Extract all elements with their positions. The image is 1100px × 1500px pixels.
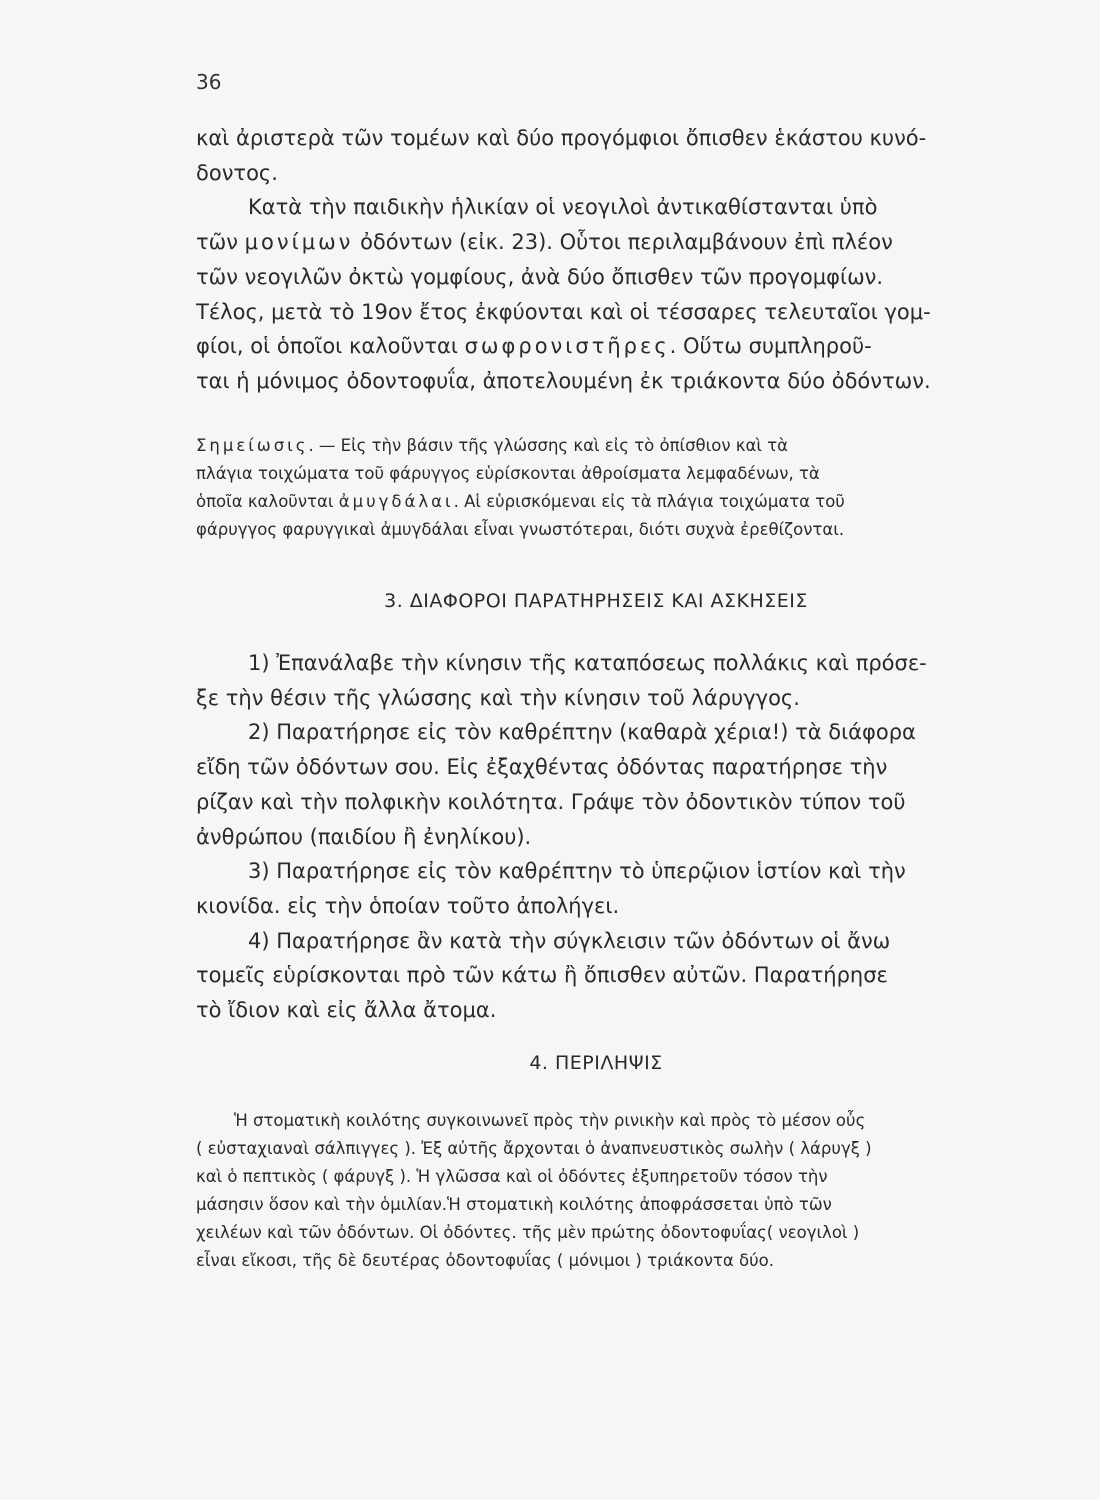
text-line: ρίζαν καὶ τὴν πολφικὴν κοιλότητα. Γράψε τὸν ὀδοντικὸν τύπον τοῦ	[196, 789, 906, 814]
text-line: Ἡ στοματικὴ κοιλότης συγκοινωνεῖ πρὸς τὴν ρινικὴν καὶ πρὸς τὸ μέσον οὖς	[234, 1111, 866, 1130]
text-line: φάρυγγος φαρυγγικαὶ ἀμυγδάλαι εἶναι γνωστότεραι, διότι συχνὰ ἐρεθίζονται.	[196, 520, 845, 539]
text-line: Τέλος, μετὰ τὸ 19ον ἔτος ἐκφύονται καὶ οἱ τέσσαρες τελευταῖοι γομ-	[196, 299, 931, 324]
text-line: εἶναι εἴκοσι, τῆς δὲ δευτέρας ὀδοντοφυΐας ( μόνιμοι ) τριάκοντα δύο.	[196, 1251, 775, 1270]
text-line	[196, 225, 996, 260]
text-line: 3) Παρατήρησε εἰς τὸν καθρέπτην τὸ ὑπερῷιον ἱστίον καὶ τὴν	[248, 859, 906, 884]
text-line: ( εὐσταχιαναὶ σάλπιγγες ). Ἐξ αὐτῆς ἄρχονται ὁ ἀναπνευστικὸς σωλὴν ( λάρυγξ )	[196, 1139, 872, 1158]
section-heading: 3. ΔΙΑΦΟΡΟΙ ΠΑΡΑΤΗΡΗΣΕΙΣ ΚΑΙ ΑΣΚΗΣΕΙΣ	[384, 590, 808, 612]
emphasized-term: ἀμυγδάλαι	[338, 492, 454, 511]
text-line: τὸ ἴδιον καὶ εἰς ἄλλα ἄτομα.	[196, 998, 497, 1023]
text-span: . Οὕτω συμπληροῦ-	[669, 334, 872, 359]
text-line: καὶ ὁ πεπτικὸς ( φάρυγξ ). Ἡ γλῶσσα καὶ οἱ ὀδόντες ἐξυπηρετοῦν τόσον τὴν	[196, 1167, 828, 1186]
text-line: ἀνθρώπου (παιδίου ἢ ἐνηλίκου).	[196, 824, 532, 849]
emphasized-term: σωφρονιστῆρες	[464, 334, 670, 359]
note-paragraph	[196, 432, 996, 544]
emphasized-term: μονίμων	[244, 230, 354, 255]
page-number: 36	[196, 70, 222, 94]
emphasized-term: Σημείωσις	[196, 436, 309, 455]
text-span: ὀδόντων (εἰκ. 23). Οὗτοι περιλαμβάνουν ἐπὶ πλέον	[360, 230, 893, 255]
text-line: Κατὰ τὴν παιδικὴν ἡλικίαν οἱ νεογιλοὶ ἀντικαθίστανται ὑπὸ	[248, 195, 878, 220]
text-line: κιονίδα. εἰς τὴν ὁποίαν τοῦτο ἀπολήγει.	[196, 893, 620, 918]
text-line: ξε τὴν θέσιν τῆς γλώσσης καὶ τὴν κίνησιν τοῦ λάρυγγος.	[196, 685, 800, 710]
text-line: 2) Παρατήρησε εἰς τὸν καθρέπτην (καθαρὰ χέρια!) τὰ διάφορα	[248, 720, 916, 745]
paragraph-dentition	[196, 121, 996, 399]
text-line	[196, 329, 996, 364]
text-line: μάσησιν ὅσον καὶ τὴν ὁμιλίαν.Ἡ στοματικὴ κοιλότης ἀποφράσσεται ὑπὸ τῶν	[196, 1195, 832, 1214]
text-span: ὁποῖα καλοῦνται	[196, 492, 334, 511]
text-line: πλάγια τοιχώματα τοῦ φάρυγγος εὑρίσκονται ἀθροίσματα λεμφαδένων, τὰ	[196, 464, 820, 483]
text-span: . — Εἰς τὴν βάσιν τῆς γλώσσης καὶ εἰς τὸ ὀπίσθιον καὶ τὰ	[308, 436, 789, 455]
text-line: τομεῖς εὑρίσκονται πρὸ τῶν κάτω ἢ ὄπισθεν αὐτῶν. Παρατήρησε	[196, 963, 888, 988]
text-line: τῶν νεογιλῶν ὀκτὼ γομφίους, ἀνὰ δύο ὄπισθεν τῶν προγομφίων.	[196, 264, 884, 289]
summary-paragraph	[196, 1107, 996, 1275]
text-line: 4) Παρατήρησε ἂν κατὰ τὴν σύγκλεισιν τῶν ὀδόντων οἱ ἄνω	[248, 928, 891, 953]
text-span: . Αἱ εὑρισκόμεναι εἰς τὰ πλάγια τοιχώματα τοῦ	[453, 492, 845, 511]
text-line: 1) Ἐπανάλαβε τὴν κίνησιν τῆς καταπόσεως πολλάκις καὶ πρόσε-	[248, 651, 927, 675]
text-span: τῶν	[196, 230, 238, 255]
text-line: εἴδη τῶν ὀδόντων σου. Εἰς ἐξαχθέντας ὀδόντας παρατήρησε τὴν	[196, 755, 888, 780]
text-line	[196, 488, 996, 516]
section-heading: 4. ΠΕΡΙΛΗΨΙΣ	[529, 1052, 663, 1074]
text-line	[196, 432, 996, 460]
text-line: καὶ ἀριστερὰ τῶν τομέων καὶ δύο προγόμφιοι ὄπισθεν ἑκάστου κυνό-	[196, 126, 927, 150]
text-line: δοντος.	[196, 160, 278, 185]
text-line: ται ἡ μόνιμος ὀδοντοφυΐα, ἀποτελουμένη ἐκ τριάκοντα δύο ὀδόντων.	[196, 368, 931, 393]
exercises-list	[196, 646, 996, 1028]
text-span: φίοι, οἱ ὁποῖοι καλοῦνται	[196, 334, 458, 359]
text-line: χειλέων καὶ τῶν ὀδόντων. Οἱ ὀδόντες. τῆς μὲν πρώτης ὀδοντοφυΐας( νεογιλοὶ )	[196, 1223, 860, 1242]
